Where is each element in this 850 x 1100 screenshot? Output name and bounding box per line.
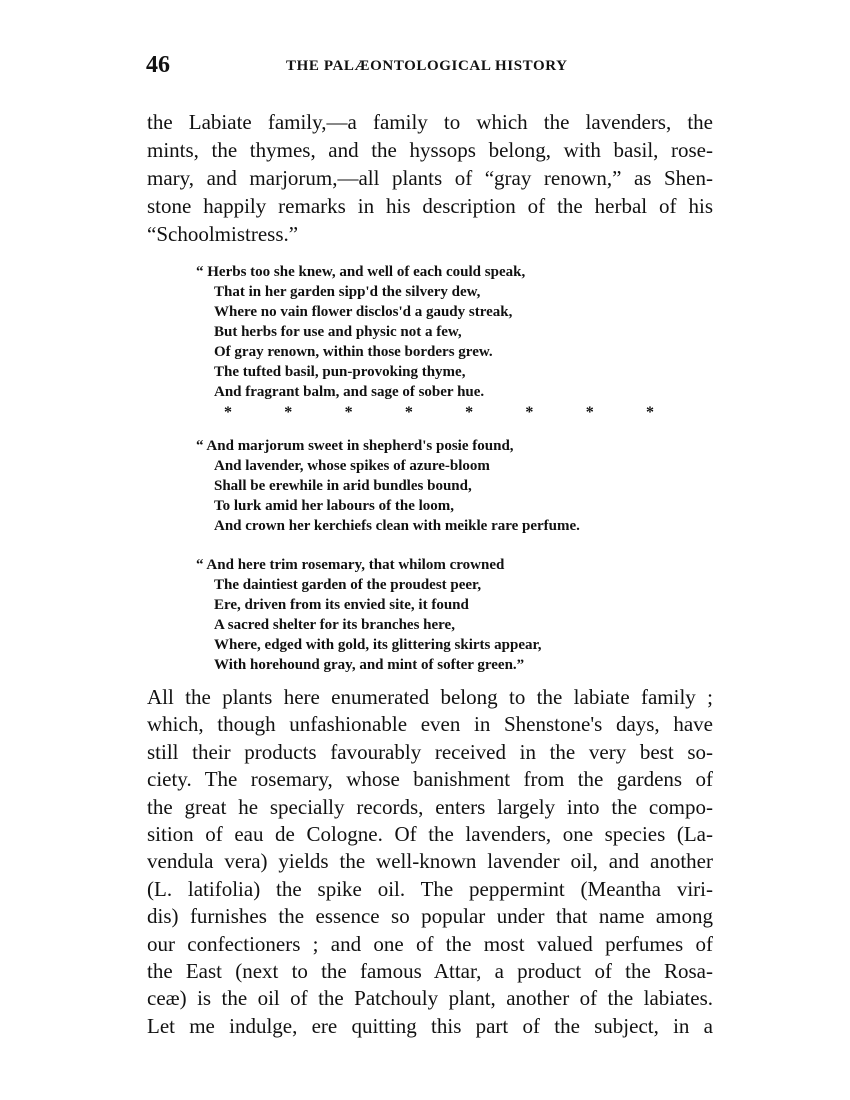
verse-stanza-2 — [196, 436, 656, 536]
asterisk: * — [224, 404, 232, 421]
asterisk: * — [344, 404, 353, 421]
verse-line: The tufted basil, pun-provoking thyme, — [214, 364, 466, 380]
verse-line: With horehound gray, and mint of softer green.” — [214, 657, 525, 673]
verse-line: Where, edged with gold, its glittering skirts appear, — [214, 637, 542, 653]
asterisk: * — [284, 404, 293, 421]
verse-line: And lavender, whose spikes of azure-bloom — [214, 458, 490, 474]
verse-line: To lurk amid her labours of the loom, — [214, 498, 455, 514]
asterisk: * — [404, 404, 413, 421]
paragraph-labiates — [147, 684, 713, 1040]
asterisk: * — [525, 404, 534, 421]
text-line: mints, the thymes, and the hyssops belong, with basil, rose- — [147, 138, 713, 162]
text-line: Let me indulge, ere quitting this part of the subject, in a — [147, 1013, 713, 1038]
verse-line: That in her garden sipp'd the silvery dew, — [214, 284, 481, 300]
text-line: our confectioners ; and one of the most valued perfumes of — [147, 931, 713, 956]
page-number: 46 — [146, 52, 170, 78]
text-line: vendula vera) yields the well-known lavender oil, and another — [147, 849, 713, 874]
verse-line: And fragrant balm, and sage of sober hue. — [214, 384, 485, 400]
running-head: THE PALÆONTOLOGICAL HISTORY — [286, 58, 568, 74]
verse-line: Shall be erewhile in arid bundles bound, — [214, 478, 472, 494]
text-line: stone happily remarks in his description of the herbal of his — [147, 194, 713, 218]
text-line: “Schoolmistress.” — [147, 222, 299, 246]
verse-line: Of gray renown, within those borders grew. — [214, 344, 493, 360]
text-line: the East (next to the famous Attar, a product of the Rosa- — [147, 959, 713, 984]
text-line: the Labiate family,—a family to which the lavenders, the — [147, 110, 713, 134]
verse-stanza-3 — [196, 555, 656, 675]
asterisk-ellipsis — [224, 404, 654, 424]
asterisk: * — [645, 404, 654, 421]
text-line: dis) furnishes the essence so popular under that name among — [147, 904, 713, 929]
text-line: All the plants here enumerated belong to the labiate family ; — [147, 685, 713, 709]
text-line: ciety. The rosemary, whose banishment from the gardens of — [147, 767, 713, 792]
verse-line: Ere, driven from its envied site, it found — [214, 597, 469, 613]
text-line: sition of eau de Cologne. Of the lavenders, one species (La- — [147, 822, 713, 847]
verse-line: “ Herbs too she knew, and well of each could speak, — [196, 264, 526, 280]
asterisk: * — [585, 404, 594, 421]
text-line: the great he specially records, enters largely into the compo- — [147, 794, 713, 819]
text-line: (L. latifolia) the spike oil. The peppermint (Meantha viri- — [147, 876, 713, 901]
verse-line: “ And marjorum sweet in shepherd's posie found, — [196, 438, 514, 454]
text-line: mary, and marjorum,—all plants of “gray renown,” as Shen- — [147, 166, 713, 190]
text-line: which, though unfashionable even in Shenstone's days, have — [147, 712, 713, 737]
verse-line: The daintiest garden of the proudest peer, — [214, 577, 482, 593]
verse-line: But herbs for use and physic not a few, — [214, 324, 462, 340]
verse-line: “ And here trim rosemary, that whilom crowned — [196, 557, 505, 573]
paragraph-intro — [147, 108, 713, 248]
verse-line: A sacred shelter for its branches here, — [214, 617, 455, 633]
asterisk: * — [465, 404, 474, 421]
verse-line: Where no vain flower disclos'd a gaudy streak, — [214, 304, 513, 320]
text-line: ceæ) is the oil of the Patchouly plant, another of the labiates. — [147, 986, 713, 1011]
page-header — [146, 52, 714, 82]
text-line: still their products favourably received in the very best so- — [147, 739, 713, 764]
verse-line: And crown her kerchiefs clean with meikle rare perfume. — [214, 518, 580, 534]
verse-stanza-1 — [196, 262, 656, 402]
